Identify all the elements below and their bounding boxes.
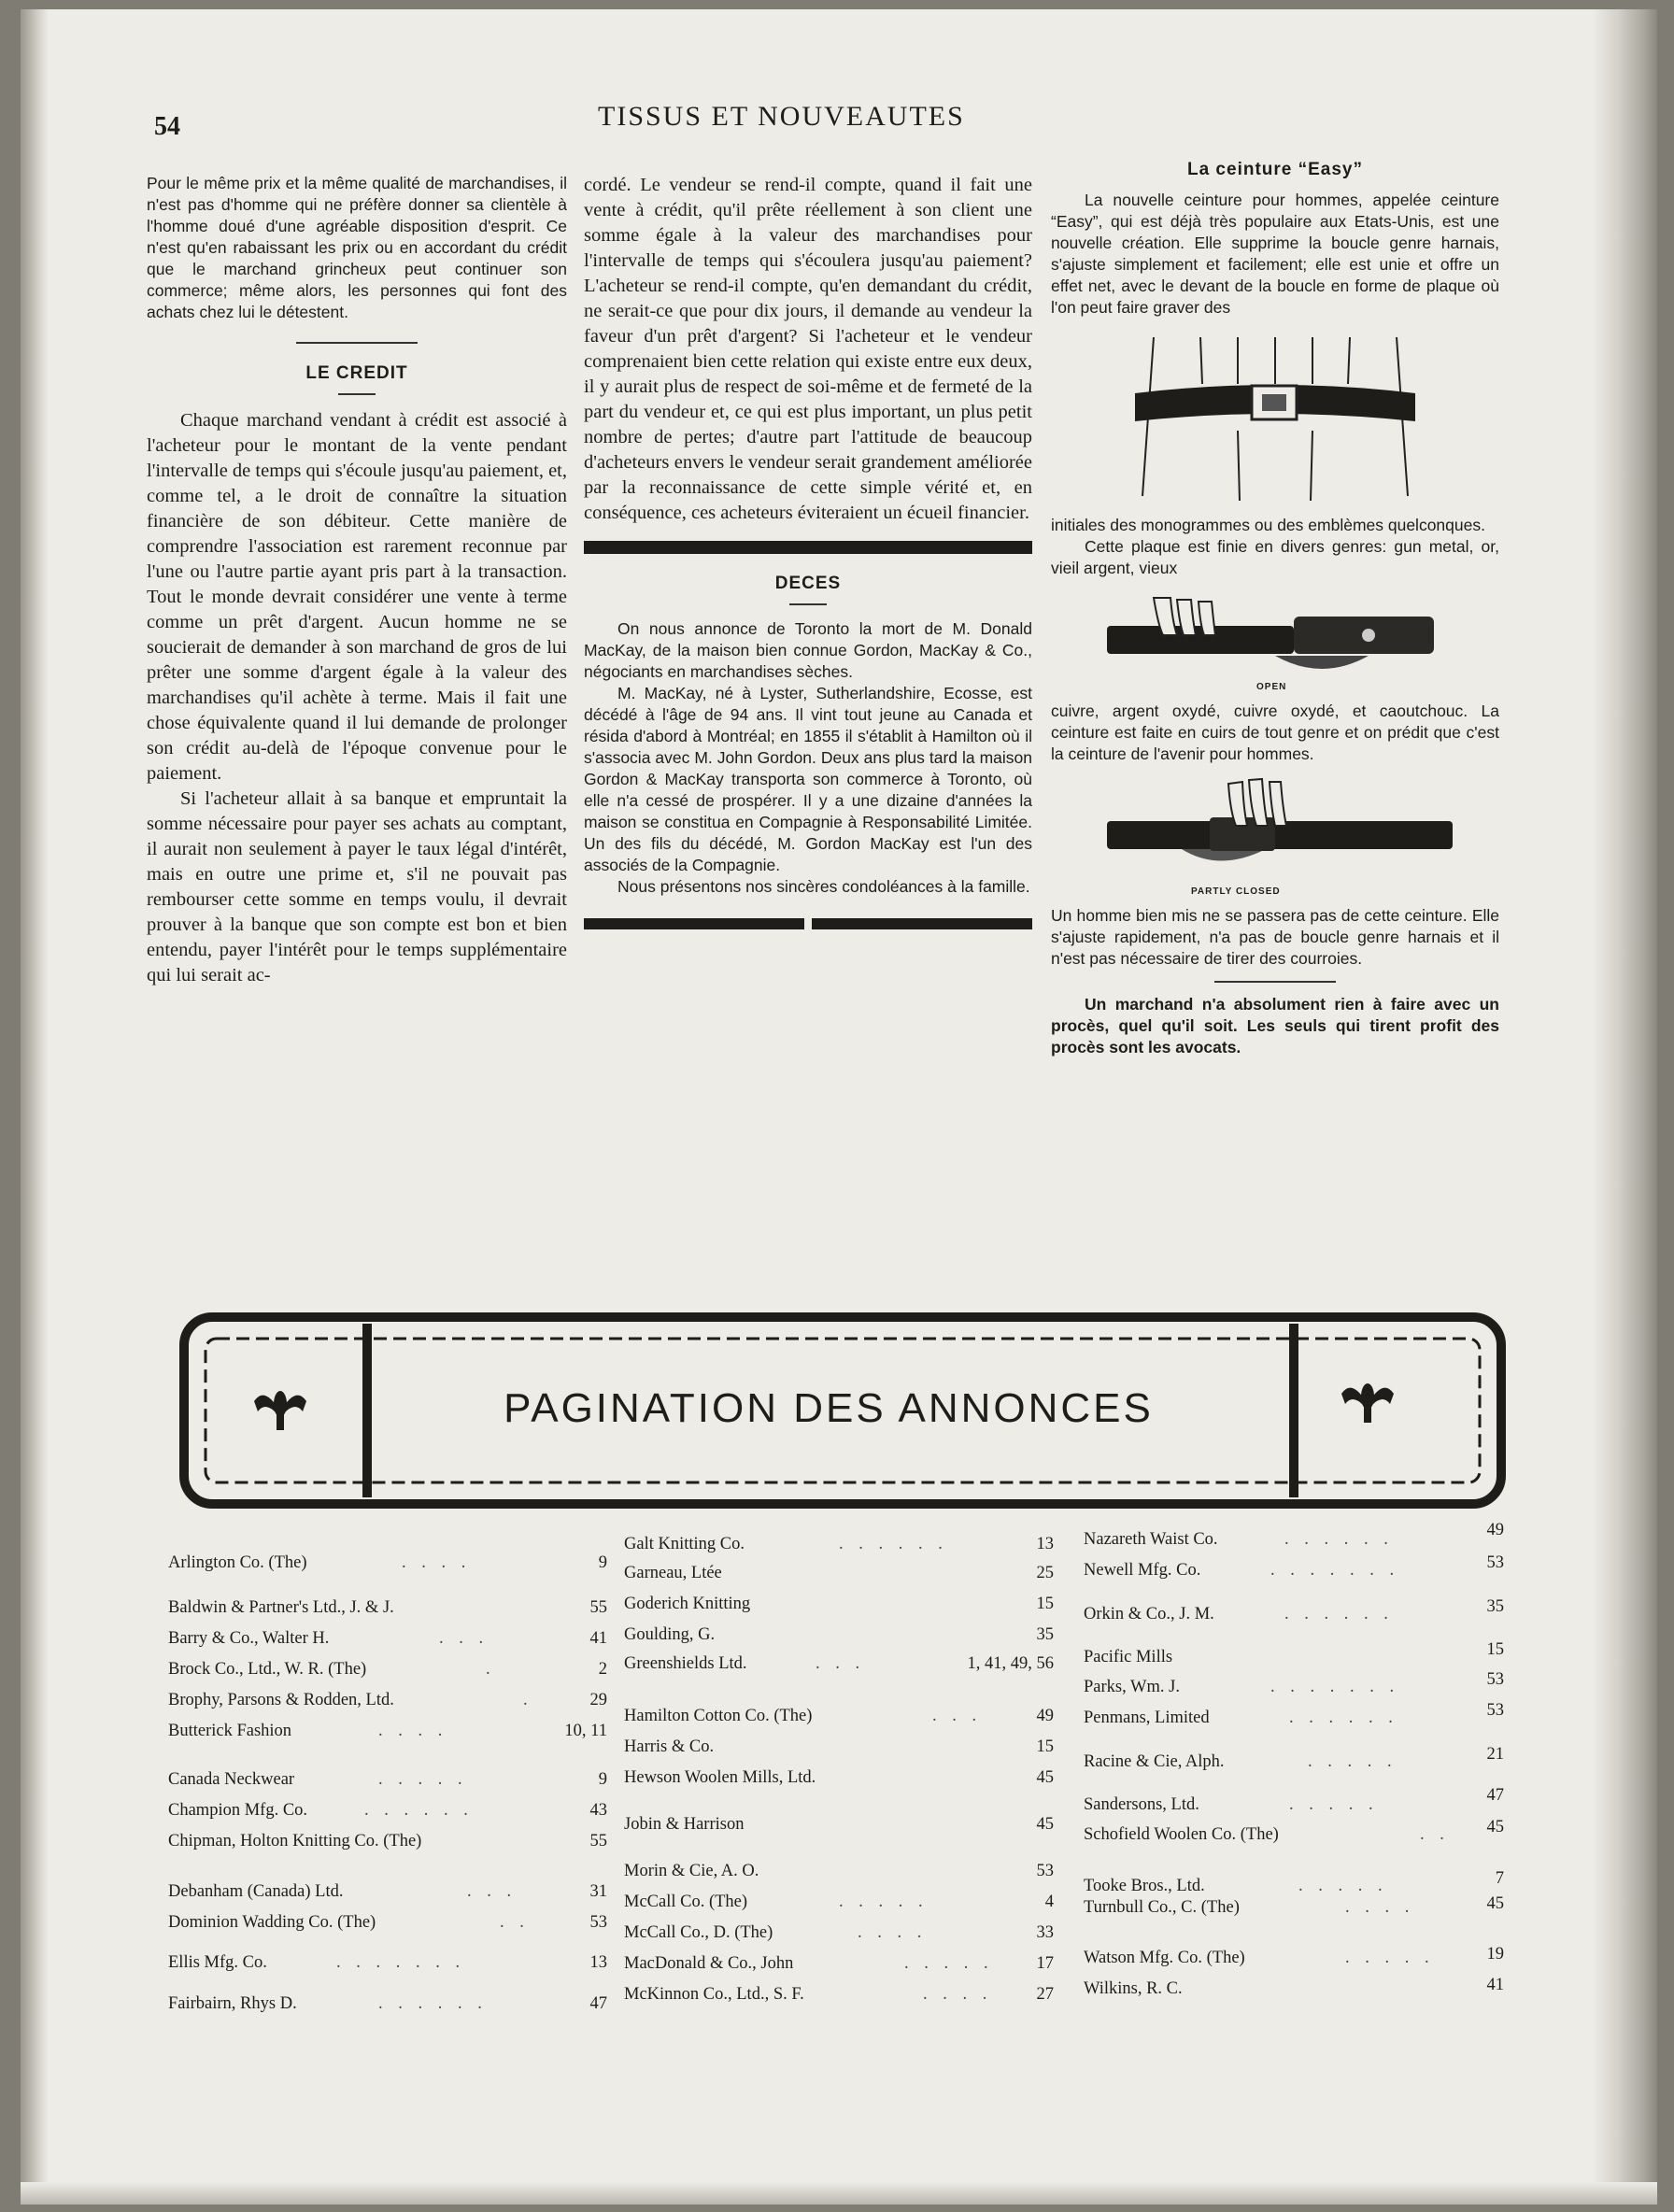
index-entry: Barry & Co., Walter H. . . . 41 — [168, 1629, 607, 1648]
credit-paragraph-1: Chaque marchand vendant à crédit est associé à l'acheteur pour le montant de la vente pendant l'intervalle de temps qui s'écoule jusqu'au paiement, et, comme tel, a le droit de connaître la situation financière de son débiteur. Cette manière de comprendre l'association est rarement reconnue par l'une ou l'autre partie ayant pris part à la transaction. Tout le monde devrait considérer une vente à terme comme un prêt d'argent. Aucun homme ne se soucierait de demander à son marchand de gros de lui prêter une somme d'argent égale à la valeur des marchandises qu'il achète à terme. Mais il fait une chose équivalente quand il lui demande de prolonger son crédit au-delà de l'époque convenue pour le paiement. — [147, 410, 567, 784]
banner-title: PAGINATION DES ANNONCES — [504, 1385, 1154, 1431]
index-entry: Chipman, Holton Knitting Co. (The) 55 — [168, 1832, 607, 1850]
index-entry: Garneau, Ltée 25 — [624, 1564, 1054, 1582]
index-entry: Jobin & Harrison 45 — [624, 1815, 1054, 1834]
index-entry: Penmans, Limited . . . . . . 53 — [1084, 1701, 1504, 1727]
section-divider — [296, 342, 418, 344]
deces-paragraph-2: M. MacKay, né à Lyster, Sutherlandshire, Ecosse, est décédé à l'âge de 94 ans. Il vint tout jeune au Canada et résida d'abord à Montréal; en 1855 il s'établit à Hamilton où il s'associa avec M. John Gordon. Deux ans plus tard la maison Gordon & MacKay transporta son commerce à Toronto, où elle n'a cessé de prospérer. Il y a une dizaine d'années la maison se constitua en Compagnie à Responsabilité Limitée. Un des fils du décédé, M. Gordon MacKay est l'un des associés de la Compagnie. — [584, 684, 1032, 874]
deces-paragraph-1: On nous annonce de Toronto la mort de M. Donald MacKay, de la maison bien connue Gordon, MacKay & Co., négociants en marchandises sèches. — [584, 619, 1032, 681]
fleur-de-lis-icon — [254, 1391, 306, 1430]
maxim-paragraph: Un marchand n'a absolument rien à faire avec un procès, quel qu'il soit. Les seuls qui tirent profit des procès sont les avocats. — [1051, 995, 1499, 1056]
index-entry: Pacific Mills 15 — [1084, 1640, 1504, 1666]
credit-continued-paragraph: cordé. Le vendeur se rend-il compte, quand il fait une vente à crédit, qu'il prête réellement à son client une somme égale à la valeur des marchandises pour l'intervalle de temps qui s'écoulera jusqu'au paiement? L'acheteur se rend-il compte, qu'en demandant du crédit, ne serait-ce que pour dix jours, il demande au vendeur la faveur d'un prêt d'argent? Si l'acheteur et le vendeur comprenaient bien cette relation qui existe entre eux deux, il y aurait plus de respect de soi-même et de fermeté de la part du vendeur et, ce qui est plus important, un plus petit nombre de pertes; d'autre part l'attitude de beaucoup d'acheteurs envers le vendeur serait grandement améliorée par la reconnaissance de cette simple vérité et, en conséquence, ces acheteurs éviteraient un écueil financier. — [584, 175, 1032, 523]
index-entry: Watson Mfg. Co. (The) . . . . . 19 — [1084, 1945, 1504, 1967]
page-right-edge — [1592, 9, 1657, 2205]
page-bottom-edge — [21, 2182, 1657, 2205]
index-entry: MacDonald & Co., John . . . . . 17 — [624, 1954, 1054, 1973]
index-entry: McKinnon Co., Ltd., S. F. . . . . 27 — [624, 1985, 1054, 2004]
easy-paragraph-5: Un homme bien mis ne se passera pas de cette ceinture. Elle s'ajuste rapidement, n'a pas de boucle genre harnais et il n'est pas nécessaire de tirer des courroies. — [1051, 906, 1499, 968]
index-entry: Parks, Wm. J. . . . . . . . 53 — [1084, 1670, 1504, 1696]
index-entry: Harris & Co. 15 — [624, 1737, 1054, 1756]
index-entry: Butterick Fashion . . . . 10, 11 — [168, 1722, 607, 1740]
index-entry: Canada Neckwear . . . . . 9 — [168, 1770, 607, 1789]
index-entry: Brock Co., Ltd., W. R. (The) . 2 — [168, 1660, 607, 1679]
easy-belt-heading: La ceinture “Easy” — [1186, 160, 1364, 179]
index-entry: Goderich Knitting 15 — [624, 1595, 1054, 1613]
index-entry: Arlington Co. (The) . . . . 9 — [168, 1553, 607, 1572]
index-entry: Hamilton Cotton Co. (The) . . . 49 — [624, 1707, 1054, 1725]
index-entry: Dominion Wadding Co. (The) . . 53 — [168, 1913, 607, 1932]
belt-illustration-worn — [1098, 328, 1453, 505]
easy-paragraph-2: initiales des monogrammes ou des emblèmes quelconques. — [1051, 516, 1485, 534]
intro-paragraph: Pour le même prix et la même qualité de marchandises, il n'est pas d'homme qui ne préfère donner sa clientèle à l'homme doué d'une agréable disposition d'esprit. Ce n'est qu'en rabaissant les prix ou en accordant du crédit que le marchand grincheux peut continuer son commerce; même alors, les personnes qui font des achats chez lui le détestent. — [147, 174, 567, 321]
page-left-edge — [21, 9, 49, 2205]
index-entry: Galt Knitting Co. . . . . . . 13 — [624, 1535, 1054, 1553]
index-entry: Wilkins, R. C. 41 — [1084, 1976, 1504, 1998]
index-entry: Greenshields Ltd. . . . 1, 41, 49, 56 — [624, 1654, 1054, 1673]
end-rule — [584, 918, 1032, 929]
deces-heading: DECES — [774, 574, 842, 593]
index-entry: Brophy, Parsons & Rodden, Ltd. . 29 — [168, 1691, 607, 1709]
belt-illustration-open — [1088, 588, 1462, 691]
section-divider — [1214, 981, 1336, 983]
easy-paragraph-1: La nouvelle ceinture pour hommes, appelée ceinture “Easy”, qui est déjà très populaire aux Etats-Unis, est une nouvelle création. Elle supprime la boucle genre harnais, s'ajuste simplement et facilement; elle est unie et offre un effet net, avec le devant de la boucle en forme de plaque où l'on peut faire graver des — [1051, 191, 1499, 317]
index-entry: Sandersons, Ltd. . . . . . 47 — [1084, 1786, 1504, 1814]
credit-paragraph-2: Si l'acheteur allait à sa banque et empruntait la somme nécessaire pour payer ses achats au comptant, il aurait non seulement à payer le taux légal d'intérêt, mais en outre une prime et, s'il ne pouvait pas rembourser cette somme en temps voulu, il devrait prouver à la banque que son compte est bon et bien entendu, payer l'intérêt pour le temps supplémentaire qui lui serait ac- — [147, 788, 567, 985]
index-entry: Champion Mfg. Co. . . . . . . 43 — [168, 1801, 607, 1820]
thick-divider — [584, 541, 1032, 554]
index-entry: Tooke Bros., Ltd. . . . . . 7 — [1084, 1869, 1504, 1895]
easy-paragraph-3: Cette plaque est finie en divers genres: gun metal, or, vieil argent, vieux — [1051, 537, 1499, 577]
index-entry: Racine & Cie, Alph. . . . . . 21 — [1084, 1745, 1504, 1771]
index-entry: Newell Mfg. Co. . . . . . . . 53 — [1084, 1553, 1504, 1580]
heading-rule — [789, 603, 827, 605]
index-entry: Schofield Woolen Co. (The) . . 45 — [1084, 1818, 1504, 1844]
fleur-de-lis-icon — [1341, 1383, 1394, 1423]
index-entry: Goulding, G. 35 — [624, 1625, 1054, 1644]
partly-closed-caption: PARTLY CLOSED — [1191, 886, 1281, 897]
column-2 — [584, 173, 1032, 929]
index-entry: Debanham (Canada) Ltd. . . . 31 — [168, 1882, 607, 1901]
index-entry: McCall Co. (The) . . . . . 4 — [624, 1893, 1054, 1911]
index-entry: Morin & Cie, A. O. 53 — [624, 1862, 1054, 1880]
page-number: 54 — [154, 112, 180, 141]
column-3 — [1051, 157, 1499, 1058]
advertiser-index-banner — [179, 1312, 1506, 1509]
index-entry: Orkin & Co., J. M. . . . . . . 35 — [1084, 1597, 1504, 1624]
easy-paragraph-4: cuivre, argent oxydé, cuivre oxydé, et caoutchouc. La ceinture est faite en cuirs de tout genre et on prédit que c'est la ceinture de l'avenir pour hommes. — [1051, 702, 1499, 763]
column-1 — [147, 173, 567, 988]
index-entry: Hewson Woolen Mills, Ltd. 45 — [624, 1768, 1054, 1787]
index-entry: Turnbull Co., C. (The) . . . . 45 — [1084, 1894, 1504, 1917]
heading-rule — [338, 393, 376, 395]
open-caption: OPEN — [1256, 682, 1287, 692]
index-entry: Ellis Mfg. Co. . . . . . . . 13 — [168, 1953, 607, 1972]
running-title: TISSUS ET NOUVEAUTES — [598, 101, 965, 132]
index-entry: Nazareth Waist Co. . . . . . . 49 — [1084, 1521, 1504, 1549]
belt-illustration-partly-closed — [1088, 774, 1462, 896]
index-entry: Baldwin & Partner's Ltd., J. & J. 55 — [168, 1598, 607, 1617]
credit-heading: LE CREDIT — [305, 363, 408, 383]
index-entry: Fairbairn, Rhys D. . . . . . . 47 — [168, 1994, 607, 2013]
deces-paragraph-3: Nous présentons nos sincères condoléances à la famille. — [617, 877, 1030, 896]
index-entry: McCall Co., D. (The) . . . . 33 — [624, 1923, 1054, 1942]
